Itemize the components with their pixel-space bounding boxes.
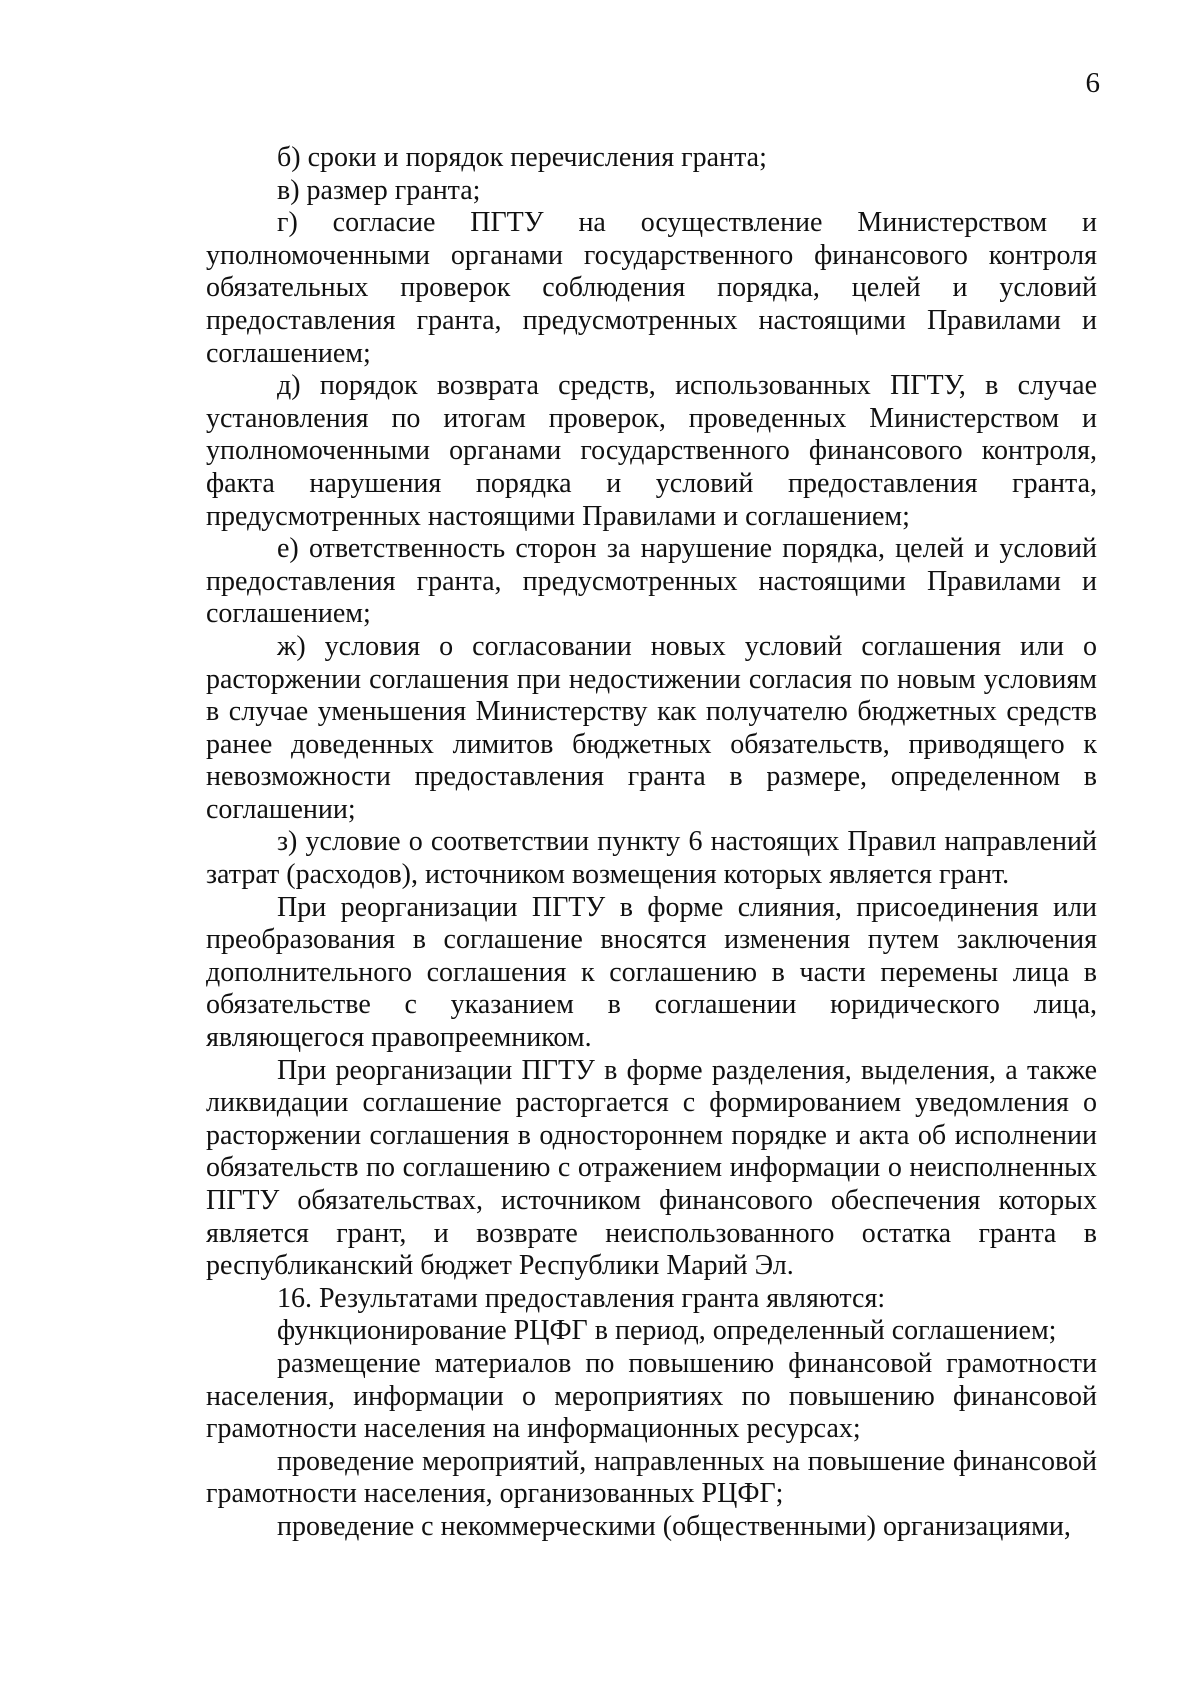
document-body xyxy=(206,142,1097,1544)
paragraph-item-zh: ж) условия о согласовании новых условий соглашения или о расторжении соглашения при недостижении согласия по новым условиям в случае уменьшения Министерству как получателю бюджетных средств ранее доведенных лимитов бюджетных обязательств, приводящего к невозможности предоставления гранта в размере, определенном в соглашении; xyxy=(206,630,1097,825)
paragraph-item-v: в) размер гранта; xyxy=(277,174,481,206)
paragraph-reorganization-merger: При реорганизации ПГТУ в форме слияния, присоединения или преобразования в соглашение вносятся изменения путем заключения дополнительного соглашения к соглашению в части перемены лица в обязательстве с указанием в соглашении юридического лица, являющегося правопреемником. xyxy=(206,891,1097,1054)
page-number: 6 xyxy=(1085,67,1100,99)
paragraph-result-functioning: функционирование РЦФГ в период, определенный соглашением; xyxy=(277,1315,1057,1347)
paragraph-item-d: д) порядок возврата средств, использованных ПГТУ, в случае установления по итогам проверок, проведенных Министерством и уполномоченными органами государственного финансового контроля, факта нарушения порядка и условий предоставления гранта, предусмотренных настоящими Правилами и соглашением; xyxy=(206,370,1097,532)
paragraph-result-events: проведение мероприятий, направленных на повышение финансовой грамотности населения, организованных РЦФГ; xyxy=(206,1445,1097,1510)
paragraph-section-16: 16. Результатами предоставления гранта являются: xyxy=(277,1282,886,1314)
paragraph-result-materials: размещение материалов по повышению финансовой грамотности населения, информации о мероприятиях по повышению финансовой грамотности населения на информационных ресурсах; xyxy=(206,1347,1097,1445)
paragraph-item-z: з) условие о соответствии пункту 6 настоящих Правил направлений затрат (расходов), источником возмещения которых является грант. xyxy=(206,826,1097,891)
paragraph-item-e: е) ответственность сторон за нарушение порядка, целей и условий предоставления гранта, предусмотренных настоящими Правилами и соглашением; xyxy=(206,533,1097,630)
paragraph-item-g: г) согласие ПГТУ на осуществление Министерством и уполномоченными органами государственного финансового контроля обязательных проверок соблюдения порядка, целей и условий предоставления гранта, предусмотренных настоящими Правилами и соглашением; xyxy=(206,207,1097,369)
paragraph-reorganization-division: При реорганизации ПГТУ в форме разделения, выделения, а также ликвидации соглашение расторгается с формированием уведомления о расторжении соглашения в одностороннем порядке и акта об исполнении обязательств по соглашению с отражением информации о неисполненных ПГТУ обязательствах, источником финансового обеспечения которых является грант, и возврате неиспользованного остатка гранта в республиканский бюджет Республики Марий Эл. xyxy=(206,1054,1097,1282)
paragraph-item-b: б) сроки и порядок перечисления гранта; xyxy=(277,142,767,173)
paragraph-result-ngo: проведение с некоммерческими (общественными) организациями, xyxy=(277,1510,1071,1542)
